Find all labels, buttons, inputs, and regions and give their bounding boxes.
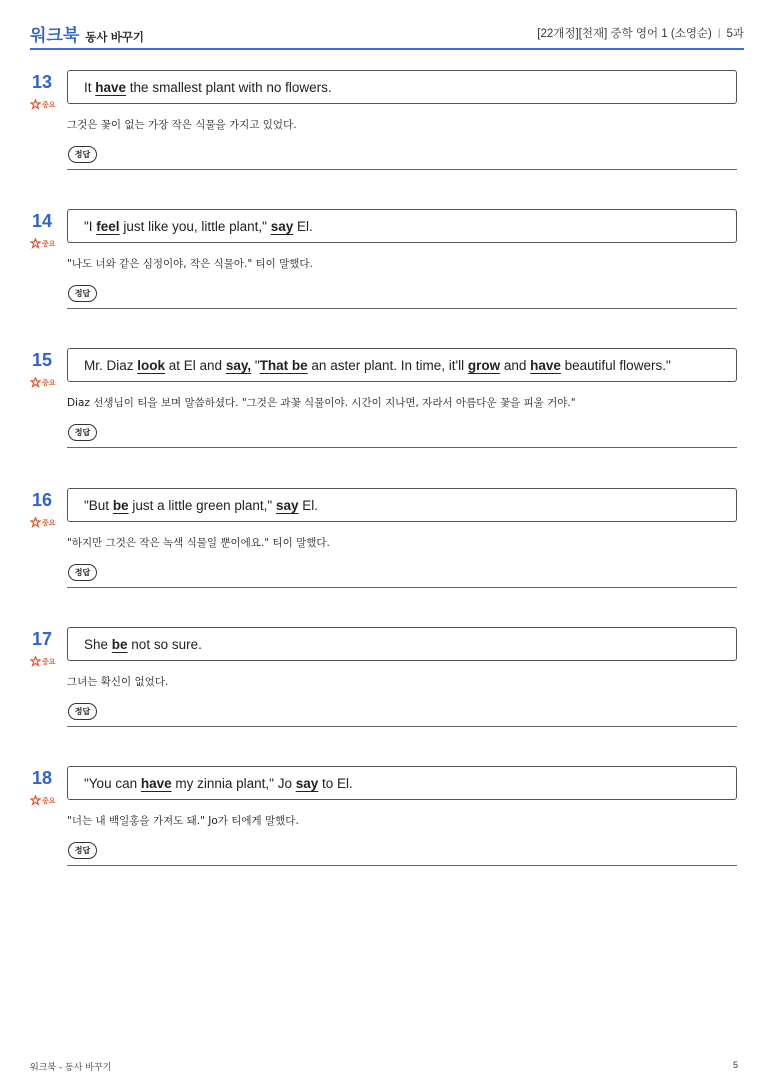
footer-title: 워크북 - 동사 바꾸기 <box>30 1063 112 1073</box>
target-verb: say, <box>225 357 252 373</box>
answer-button[interactable]: 정답 <box>68 285 97 302</box>
korean-translation: "하지만 그것은 작은 녹색 식물일 뿐이에요." 티이 말했다. <box>67 537 330 549</box>
important-label: 중요 <box>42 240 56 248</box>
target-verb: be <box>112 497 129 513</box>
question-number: 16 <box>32 490 53 510</box>
question-number: 17 <box>32 629 53 649</box>
question-number: 14 <box>32 211 53 231</box>
sentence-text: just like you, little plant," <box>119 218 271 234</box>
sentence-text: " <box>251 357 260 373</box>
important-star-icon <box>30 377 41 388</box>
sentence-text: "I <box>84 218 97 234</box>
important-label: 중요 <box>42 519 56 527</box>
target-verb: grow <box>467 357 501 373</box>
question-item <box>0 627 768 747</box>
important-label: 중요 <box>42 658 56 666</box>
target-verb: have <box>140 775 172 791</box>
sentence-text: the smallest plant with no flowers. <box>126 79 332 95</box>
sentence-text: beautiful flowers." <box>560 357 671 373</box>
important-badge <box>30 377 56 388</box>
brand <box>30 21 144 46</box>
important-label: 중요 <box>42 101 56 109</box>
sentence-text: to El. <box>318 775 353 791</box>
sentence-text: "But <box>84 497 113 513</box>
important-label: 중요 <box>42 379 56 387</box>
important-star-icon <box>30 238 41 249</box>
sentence-box <box>67 209 737 243</box>
sentence-text: just a little green plant," <box>128 497 276 513</box>
important-star-icon <box>30 517 41 528</box>
sentence-box <box>67 627 737 661</box>
question-item <box>0 488 768 608</box>
korean-translation: 그녀는 확신이 없었다. <box>67 676 169 688</box>
divider <box>67 169 737 170</box>
brand-title: 워크북 <box>30 25 80 45</box>
divider <box>67 308 737 309</box>
target-verb: say <box>295 775 319 791</box>
divider <box>67 447 737 448</box>
header-separator: | <box>717 27 721 39</box>
sentence-box <box>67 348 737 382</box>
sentence-text: El. <box>293 218 313 234</box>
sentence-text: It <box>84 79 96 95</box>
target-verb: That be <box>259 357 308 373</box>
question-number: 18 <box>32 768 53 788</box>
divider <box>67 587 737 588</box>
answer-button[interactable]: 정답 <box>68 703 97 720</box>
sentence-box <box>67 70 737 104</box>
brand-subtitle: 동사 바꾸기 <box>85 31 145 44</box>
important-star-icon <box>30 99 41 110</box>
sentence-text: El. <box>298 497 318 513</box>
important-star-icon <box>30 795 41 806</box>
sentence-text: my zinnia plant," Jo <box>171 775 296 791</box>
korean-translation: 그것은 꽃이 없는 가장 작은 식물을 가지고 있었다. <box>67 119 297 131</box>
important-badge <box>30 517 56 528</box>
target-verb: say <box>270 218 294 234</box>
question-item <box>0 209 768 329</box>
important-star-icon <box>30 656 41 667</box>
sentence-text: at El and <box>165 357 226 373</box>
course-info <box>537 25 744 41</box>
target-verb: say <box>275 497 299 513</box>
target-verb: be <box>111 636 128 652</box>
answer-button[interactable]: 정답 <box>68 424 97 441</box>
sentence-text: "You can <box>84 775 141 791</box>
question-number: 15 <box>32 350 53 370</box>
divider <box>67 726 737 727</box>
question-number: 13 <box>32 72 53 92</box>
sentence-box <box>67 766 737 800</box>
page-header <box>30 18 744 50</box>
korean-translation: Diaz 선생님이 티을 보며 말씀하셨다. "그것은 과꽃 식물이야. 시간이 지나면, 자라서 아름다운 꽃을 피울 거야." <box>67 397 576 409</box>
page-number: 5 <box>732 1060 738 1070</box>
course-title: [22개정][천재] 중학 영어 1 (소영순) <box>537 28 712 40</box>
important-badge <box>30 99 56 110</box>
question-item <box>0 348 768 468</box>
sentence-text: She <box>84 636 112 652</box>
sentence-box <box>67 488 737 522</box>
important-badge <box>30 238 56 249</box>
sentence-text: and <box>500 357 531 373</box>
korean-translation: "너는 내 백일홍을 가져도 돼." Jo가 티에게 말했다. <box>67 815 299 827</box>
sentence-text: an aster plant. In time, it'll <box>307 357 468 373</box>
target-verb: have <box>95 79 127 95</box>
divider <box>67 865 737 866</box>
answer-button[interactable]: 정답 <box>68 146 97 163</box>
sentence-text: Mr. Diaz <box>84 357 138 373</box>
important-badge <box>30 656 56 667</box>
target-verb: look <box>137 357 166 373</box>
korean-translation: "나도 너와 같은 심정이야, 작은 식물아." 티이 말했다. <box>67 258 313 270</box>
target-verb: have <box>530 357 561 373</box>
target-verb: feel <box>96 218 120 234</box>
important-badge <box>30 795 56 806</box>
sentence-text: not so sure. <box>127 636 202 652</box>
answer-button[interactable]: 정답 <box>68 564 97 581</box>
lesson-label: 5과 <box>726 28 744 40</box>
question-item <box>0 766 768 886</box>
important-label: 중요 <box>42 797 56 805</box>
question-item <box>0 70 768 190</box>
answer-button[interactable]: 정답 <box>68 842 97 859</box>
